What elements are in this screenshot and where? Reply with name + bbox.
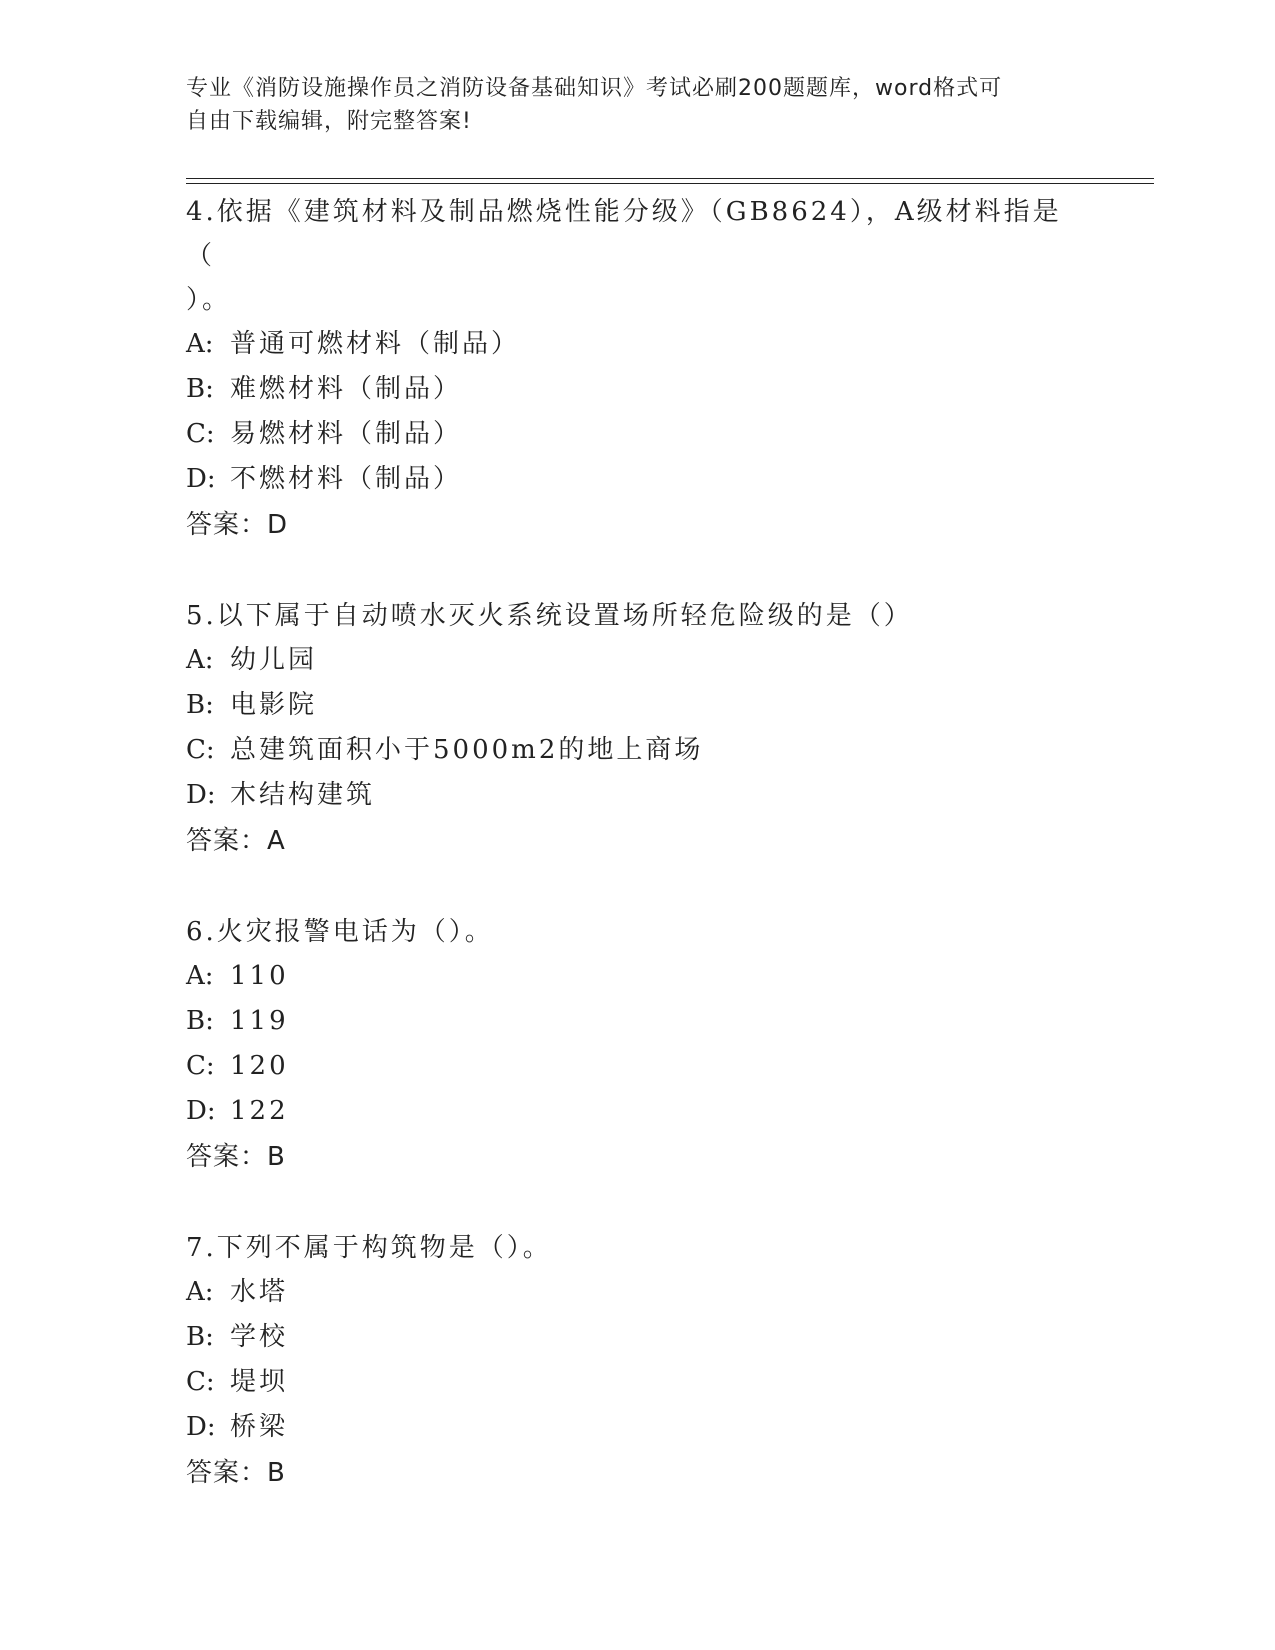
option-letter: C: <box>186 1051 215 1081</box>
option-letter: D: <box>186 1096 216 1126</box>
answer-text: 答案：D <box>186 510 289 540</box>
question-list <box>186 190 1086 1542</box>
option-text: 122 <box>230 1096 289 1126</box>
option-letter: B: <box>186 374 214 404</box>
option-letter: D: <box>186 464 216 494</box>
option-text: 学校 <box>230 1322 289 1352</box>
option-letter: C: <box>186 419 215 449</box>
question-6 <box>186 910 1086 1180</box>
option-text: 总建筑面积小于5000m2的地上商场 <box>230 735 704 765</box>
option-c <box>186 1360 1086 1405</box>
option-text: 不燃材料（制品） <box>230 464 463 494</box>
option-text: 易燃材料（制品） <box>230 419 463 449</box>
option-c <box>186 1044 1086 1089</box>
option-letter: A: <box>186 1277 214 1307</box>
option-b <box>186 683 1086 728</box>
option-letter: A: <box>186 645 214 675</box>
option-text: 110 <box>230 961 289 991</box>
option-letter: D: <box>186 780 216 810</box>
option-letter: C: <box>186 735 215 765</box>
option-b <box>186 1315 1086 1360</box>
option-letter: D: <box>186 1412 216 1442</box>
option-text: 120 <box>230 1051 289 1081</box>
option-a <box>186 322 1086 367</box>
option-text: 电影院 <box>230 690 318 720</box>
option-text: 堤坝 <box>230 1367 289 1397</box>
option-d <box>186 1089 1086 1134</box>
option-a <box>186 638 1086 683</box>
option-c <box>186 412 1086 457</box>
option-text: 桥梁 <box>230 1412 289 1442</box>
document-header <box>186 72 1066 138</box>
question-text <box>186 190 1086 322</box>
option-text: 普通可燃材料（制品） <box>230 329 521 359</box>
answer-text: 答案：B <box>186 1142 286 1172</box>
question-text-line-1: 4.依据《建筑材料及制品燃烧性能分级》（GB8624），A级材料指是（ <box>186 197 1062 271</box>
question-text: 5.以下属于自动喷水灭火系统设置场所轻危险级的是（） <box>186 601 913 631</box>
option-a <box>186 1270 1086 1315</box>
option-b <box>186 367 1086 412</box>
option-letter: A: <box>186 961 214 991</box>
option-letter: C: <box>186 1367 215 1397</box>
option-b <box>186 999 1086 1044</box>
option-letter: B: <box>186 690 214 720</box>
option-text: 119 <box>230 1006 289 1036</box>
question-7 <box>186 1226 1086 1496</box>
option-text: 水塔 <box>230 1277 289 1307</box>
header-line-2: 自由下载编辑，附完整答案! <box>186 109 472 134</box>
option-d <box>186 773 1086 818</box>
option-d <box>186 457 1086 502</box>
option-d <box>186 1405 1086 1450</box>
question-5 <box>186 594 1086 864</box>
option-text: 木结构建筑 <box>230 780 376 810</box>
question-text: 7.下列不属于构筑物是（）。 <box>186 1233 552 1263</box>
option-text: 难燃材料（制品） <box>230 374 463 404</box>
answer-text: 答案：A <box>186 826 286 856</box>
option-a <box>186 954 1086 999</box>
option-letter: B: <box>186 1322 214 1352</box>
question-4 <box>186 190 1086 548</box>
header-line-1: 专业《消防设施操作员之消防设备基础知识》考试必刷200题题库，word格式可 <box>186 76 1003 101</box>
question-text-line-2: ）。 <box>186 285 232 315</box>
answer-text: 答案：B <box>186 1458 286 1488</box>
option-c <box>186 728 1086 773</box>
question-text: 6.火灾报警电话为（）。 <box>186 917 494 947</box>
option-letter: B: <box>186 1006 214 1036</box>
header-divider-top <box>186 178 1154 179</box>
header-divider-bottom <box>186 183 1154 184</box>
option-text: 幼儿园 <box>230 645 318 675</box>
option-letter: A: <box>186 329 214 359</box>
